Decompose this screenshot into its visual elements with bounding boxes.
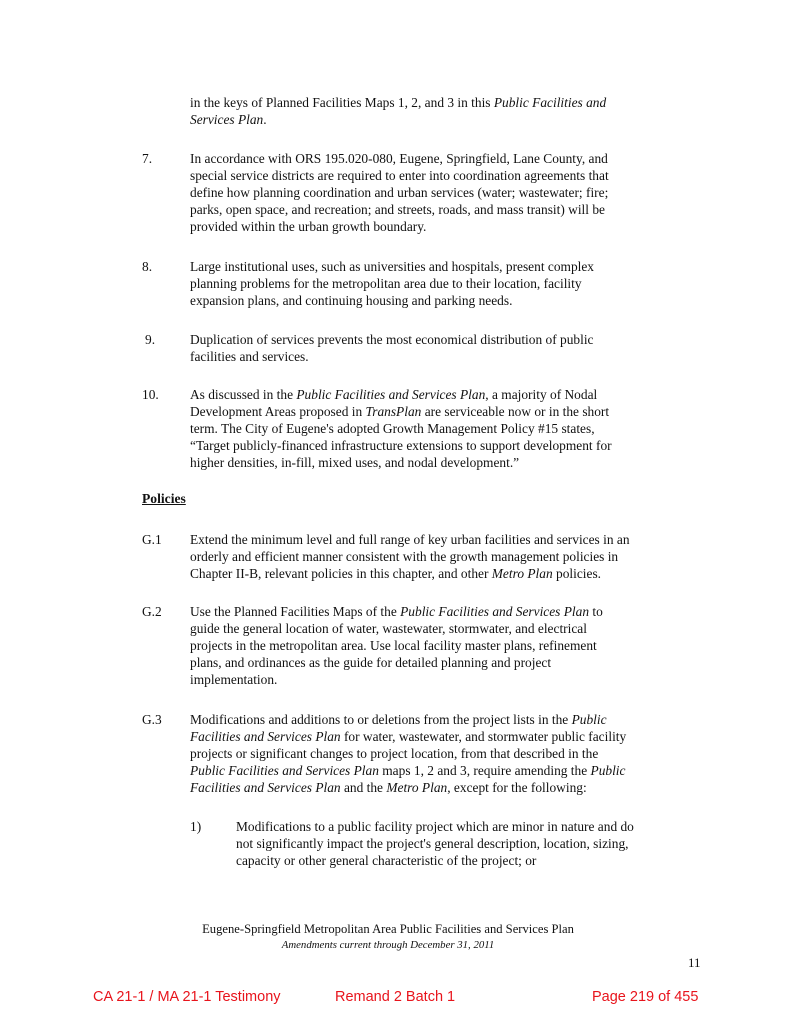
policy-line: Extend the minimum level and full range of key urban facilities and services in an (190, 532, 630, 547)
policy-line: implementation. (190, 672, 278, 687)
sub-item-number: 1) (190, 819, 202, 834)
policy-line: projects or significant changes to project location, from that described in the (190, 746, 599, 761)
finding-line: define how planning coordination and urban services (water; wastewater; fire; (190, 185, 609, 200)
finding-line: parks, open space, and recreation; and streets, roads, and mass transit) will be (190, 202, 605, 217)
policy-number: G.1 (142, 532, 162, 547)
page-number: 11 (688, 955, 701, 970)
finding-number: 10. (142, 387, 159, 402)
finding-number: 9. (145, 332, 156, 347)
finding-line: Large institutional uses, such as universities and hospitals, present complex (190, 259, 595, 274)
finding-line: special service districts are required to enter into coordination agreements that (190, 168, 609, 183)
policy-line: Modifications and additions to or deletions from the project lists in the Public (190, 712, 607, 727)
policy-line: Facilities and Services Plan and the Metro Plan, except for the following: (190, 780, 587, 795)
stamp-batch: Remand 2 Batch 1 (335, 989, 456, 1005)
finding-line: In accordance with ORS 195.020-080, Eugene, Springfield, Lane County, and (190, 151, 608, 166)
sub-item-line: not significantly impact the project's general description, location, sizing, (236, 836, 629, 851)
footer-title: Eugene-Springfield Metropolitan Area Public Facilities and Services Plan (202, 922, 574, 936)
finding-number: 8. (142, 259, 153, 274)
finding-line: higher densities, in-fill, mixed uses, and nodal development.” (190, 455, 520, 470)
policy-line: Public Facilities and Services Plan maps 1, 2 and 3, require amending the Public (190, 763, 626, 778)
finding-line: “Target publicly-financed infrastructure extensions to support development for (190, 438, 612, 453)
finding-line: facilities and services. (190, 349, 309, 364)
policy-line: Chapter II-B, relevant policies in this chapter, and other Metro Plan policies. (190, 566, 602, 581)
finding-line: provided within the urban growth boundary. (190, 219, 427, 234)
intro-line-2: Services Plan. (190, 112, 267, 127)
policy-line: Use the Planned Facilities Maps of the Public Facilities and Services Plan to (190, 604, 603, 619)
policy-line: guide the general location of water, wastewater, stormwater, and electrical (190, 621, 587, 636)
finding-line: expansion plans, and continuing housing and parking needs. (190, 293, 513, 308)
finding-line: Duplication of services prevents the most economical distribution of public (190, 332, 594, 347)
sub-item-line: capacity or other general characteristic of the project; or (236, 853, 537, 868)
footer-subtitle: Amendments current through December 31, 2011 (281, 939, 495, 951)
policy-line: projects in the metropolitan area. Use local facility master plans, refinement (190, 638, 597, 653)
finding-number: 7. (142, 151, 153, 166)
policy-line: orderly and efficient manner consistent with the growth management policies in (190, 549, 619, 564)
policy-line: Facilities and Services Plan for water, wastewater, and stormwater public facility (190, 729, 627, 744)
policy-number: G.3 (142, 712, 162, 727)
finding-line: term. The City of Eugene's adopted Growth Management Policy #15 states, (190, 421, 595, 436)
sub-item-line: Modifications to a public facility project which are minor in nature and do (236, 819, 634, 834)
intro-line-1: in the keys of Planned Facilities Maps 1, 2, and 3 in this Public Facilities and (190, 95, 607, 110)
finding-line: planning problems for the metropolitan area due to their location, facility (190, 276, 582, 291)
stamp-page-count: Page 219 of 455 (592, 989, 699, 1005)
finding-line: Development Areas proposed in TransPlan are serviceable now or in the short (190, 404, 610, 419)
stamp-testimony: CA 21-1 / MA 21-1 Testimony (93, 989, 281, 1005)
finding-line: As discussed in the Public Facilities and Services Plan, a majority of Nodal (190, 387, 598, 402)
policies-heading: Policies (142, 491, 186, 506)
policy-line: plans, and ordinances as the guide for detailed planning and project (190, 655, 552, 670)
policy-number: G.2 (142, 604, 162, 619)
